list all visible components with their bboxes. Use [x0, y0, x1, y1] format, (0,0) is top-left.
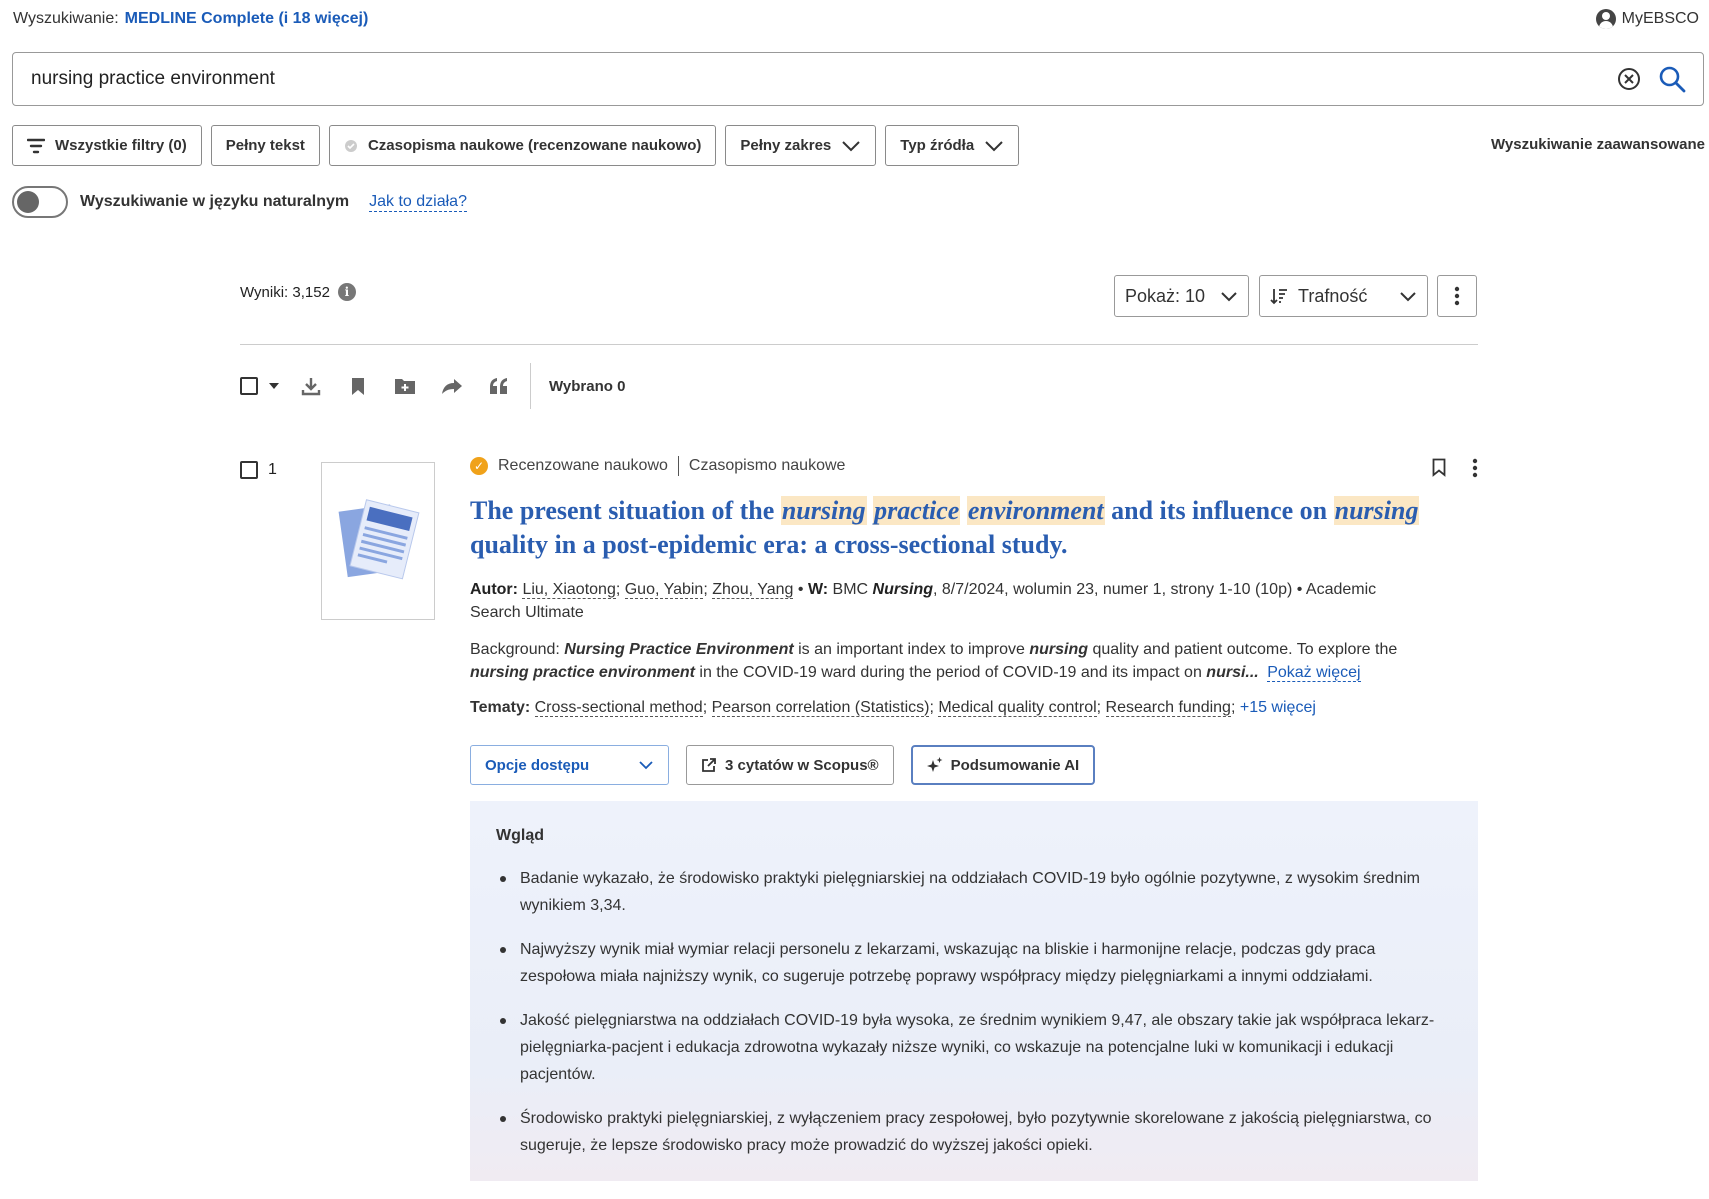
peer-reviewed-badge-icon: ✓	[470, 457, 488, 475]
result-abstract	[470, 638, 1430, 684]
toggle-knob	[17, 191, 39, 213]
advanced-search-link[interactable]: Wyszukiwanie zaawansowane	[1491, 136, 1705, 153]
date-range-label: Pełny zakres	[740, 137, 832, 154]
search-icon[interactable]	[1657, 64, 1687, 94]
result-checkbox[interactable]	[240, 461, 258, 479]
search-scope-label: Wyszukiwanie:	[13, 10, 119, 27]
title-text: The present situation of the	[470, 496, 781, 525]
title-highlight: environment	[967, 496, 1104, 525]
insight-point: Jakość pielęgniarstwa na oddziałach COVID-19 była wysoka, ze średnim wynikiem 9,47, ale obszary takie jak współpraca lekarz-pielęgniarka-pacjent i edukacja zdrowotna wykazały niższe wyniki, co wskazuje na potencjalne luki w komunikacji i edukacji pacjentów.	[496, 1007, 1436, 1088]
ai-summary-button[interactable]	[911, 745, 1096, 785]
title-highlight: practice	[874, 496, 960, 525]
external-link-icon	[701, 757, 717, 773]
peer-reviewed-badge: Recenzowane naukowo	[498, 457, 668, 474]
subject-link[interactable]: Cross-sectional method	[534, 699, 703, 716]
natural-language-toggle[interactable]	[12, 186, 68, 218]
all-filters-label: Wszystkie filtry (0)	[55, 137, 187, 154]
ai-insight-panel	[470, 801, 1478, 1181]
search-input[interactable]	[12, 52, 1704, 106]
share-icon[interactable]	[437, 371, 467, 401]
bulk-actions-toolbar	[240, 366, 625, 406]
source-type-badge: Czasopismo naukowe	[688, 457, 846, 474]
scopus-citations-button[interactable]	[686, 745, 894, 785]
chevron-down-icon	[638, 760, 654, 770]
divider	[240, 344, 1478, 345]
chevron-down-icon	[1399, 291, 1417, 302]
chevron-down-icon	[841, 140, 861, 152]
select-all-checkbox[interactable]	[240, 377, 258, 395]
cite-icon[interactable]	[484, 371, 514, 401]
insight-point: Środowisko praktyki pielęgniarskiej, z wyłączeniem pracy zespołowej, było pozytywnie skorelowane z jakością pielęgniarstwa, co sugeruje, że lepsze środowisko pracy może prowadzić do wyższej jakości opieki.	[496, 1105, 1436, 1159]
abstract-text: is an important index to improve	[793, 641, 1030, 658]
add-to-folder-icon[interactable]	[390, 371, 420, 401]
abstract-highlight: Nursing Practice Environment	[564, 641, 794, 658]
account-label: MyEBSCO	[1621, 10, 1699, 27]
subject-link[interactable]: Medical quality control	[938, 699, 1097, 716]
chevron-down-icon	[984, 140, 1004, 152]
result-title-link[interactable]	[470, 494, 1430, 562]
how-it-works-link[interactable]: Jak to działa?	[369, 192, 467, 210]
result-metadata: Autor: Liu, Xiaotong; Guo, Yabin; Zhou, Yang • W: BMC Nursing, 8/7/2024, wolumin 23, numer 1, strony 1-10 (10p) • Academic Search Ultimate	[470, 581, 1377, 621]
more-subjects-link[interactable]: +15 więcej	[1239, 699, 1316, 716]
access-options-dropdown[interactable]	[470, 745, 669, 785]
sort-dropdown[interactable]	[1259, 275, 1428, 317]
abstract-text: quality and patient outcome. To explore the	[1088, 641, 1398, 658]
sort-label: Trafność	[1298, 285, 1368, 306]
author-link[interactable]: Zhou, Yang	[712, 581, 794, 598]
access-options-label: Opcje dostępu	[485, 756, 590, 774]
kebab-menu-icon	[1454, 286, 1460, 306]
clear-search-icon[interactable]	[1615, 65, 1643, 93]
natural-language-row	[12, 186, 467, 218]
author-link[interactable]: Guo, Yabin	[624, 581, 704, 598]
subject-link[interactable]: Pearson correlation (Statistics)	[711, 699, 930, 716]
in-label: W:	[807, 581, 829, 598]
insight-point: Badanie wykazało, że środowisko praktyki pielęgniarskiej na oddziałach COVID-19 było ogólnie pozytywne, z wysokim średnim wynikiem 3,34.	[496, 865, 1436, 919]
abstract-highlight: nursi...	[1206, 664, 1259, 681]
results-count-text: Wyniki: 3,152	[240, 283, 330, 301]
source-type-dropdown[interactable]	[885, 125, 1019, 166]
myebsco-account-button[interactable]	[1596, 9, 1699, 29]
kebab-menu-icon[interactable]	[1472, 458, 1478, 478]
title-text: and its influence on	[1104, 496, 1334, 525]
scopus-citations-label: 3 cytatów w Scopus®	[725, 756, 879, 774]
natural-language-label: Wyszukiwanie w języku naturalnym	[80, 193, 350, 210]
full-text-label: Pełny tekst	[225, 137, 305, 154]
page-size-dropdown[interactable]	[1114, 275, 1249, 317]
toolbar-separator	[530, 363, 531, 409]
chevron-down-icon	[1220, 291, 1238, 302]
filter-bar	[12, 125, 1019, 166]
database-selector-link[interactable]: MEDLINE Complete (i 18 więcej)	[124, 10, 369, 27]
result-number: 1	[268, 461, 277, 478]
journal-name-highlight: Nursing	[872, 581, 933, 598]
peer-reviewed-filter-button[interactable]	[329, 125, 716, 166]
selected-count: Wybrano 0	[549, 377, 626, 395]
results-count	[240, 283, 356, 301]
abstract-highlight: nursing	[1029, 641, 1089, 658]
document-icon	[335, 497, 421, 585]
author-label: Autor:	[470, 581, 518, 598]
info-icon[interactable]: i	[338, 283, 356, 301]
result-thumbnail[interactable]	[321, 462, 435, 620]
download-icon[interactable]	[296, 371, 326, 401]
more-options-button[interactable]	[1437, 275, 1477, 317]
insight-heading: Wgląd	[496, 827, 544, 844]
journal-name: BMC	[832, 581, 873, 598]
full-text-filter-button[interactable]	[211, 125, 320, 166]
result-subjects: Tematy: Cross-sectional method; Pearson correlation (Statistics); Medical quality control; Research funding; +15 więcej	[470, 699, 1316, 716]
subjects-label: Tematy:	[470, 699, 531, 716]
ai-summary-label: Podsumowanie AI	[950, 756, 1080, 774]
publication-details: , 8/7/2024, wolumin 23, numer 1, strony 1-10 (10p) • Academic Search Ultimate	[470, 581, 1377, 621]
show-more-link[interactable]: Pokaż więcej	[1267, 664, 1361, 681]
bookmark-icon[interactable]	[1432, 458, 1446, 477]
check-circle-icon	[344, 139, 358, 153]
all-filters-button[interactable]	[12, 125, 202, 166]
filter-icon	[27, 138, 45, 154]
insight-point: Najwyższy wynik miał wymiar relacji personelu z lekarzami, wskazując na bliskie i harmonijne relacje, podczas gdy praca zespołowa miała najniższy wynik, co sugeruje potrzebę poprawy współpracy między pielęgniarkami a innymi oddziałami.	[496, 936, 1436, 990]
search-query-text[interactable]: nursing practice environment	[31, 68, 275, 89]
result-button-row	[470, 745, 1478, 785]
select-menu-caret-icon[interactable]	[264, 371, 284, 401]
result-content	[470, 452, 1478, 1181]
insight-list	[496, 865, 1452, 1159]
author-link[interactable]: Liu, Xiaotong	[522, 581, 616, 598]
title-text: quality in a post-epidemic era: a cross-sectional study.	[470, 530, 1068, 559]
search-scope	[13, 10, 368, 28]
title-highlight: nursing	[781, 496, 866, 525]
abstract-text: in the COVID-19 ward during the period of COVID-19 and its impact on	[694, 664, 1207, 681]
result-badges	[470, 452, 1478, 480]
abstract-highlight: nursing practice environment	[470, 664, 695, 681]
badge-separator	[678, 456, 679, 476]
result-number-group	[240, 461, 277, 479]
title-highlight: nursing	[1334, 496, 1419, 525]
bookmark-icon[interactable]	[343, 371, 373, 401]
sort-icon	[1270, 287, 1288, 305]
abstract-text: Background:	[470, 641, 565, 658]
user-icon	[1596, 9, 1616, 29]
sparkle-icon	[927, 757, 943, 773]
peer-reviewed-label: Czasopisma naukowe (recenzowane naukowo)	[367, 137, 702, 154]
date-range-dropdown[interactable]	[725, 125, 876, 166]
subject-link[interactable]: Research funding	[1105, 699, 1231, 716]
result-actions	[1432, 458, 1478, 478]
source-type-label: Typ źródła	[900, 137, 975, 154]
page-size-label: Pokaż: 10	[1125, 285, 1206, 306]
